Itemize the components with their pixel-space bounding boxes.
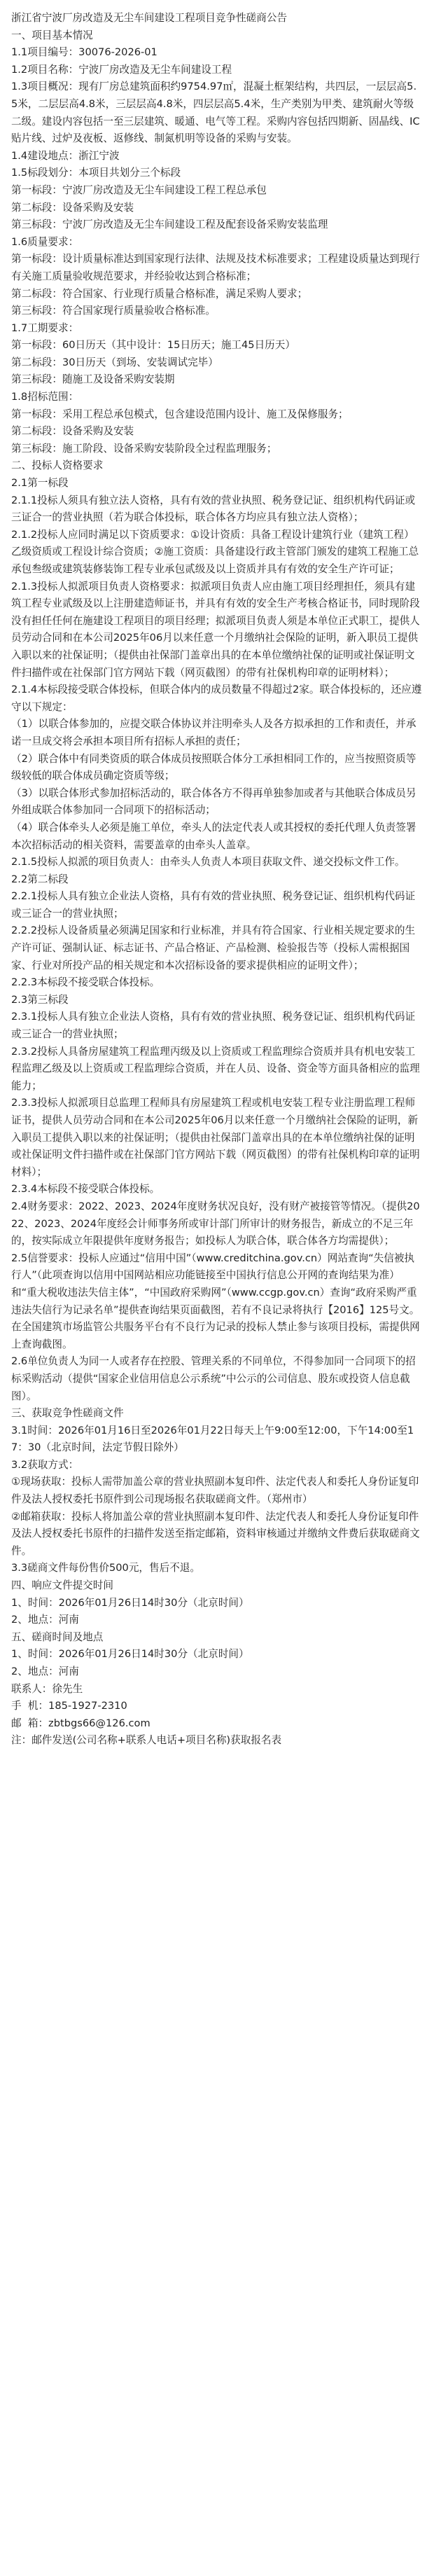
- announcement-line: 1.3项目概况：现有厂房总建筑面积约9754.97㎡，混凝土框架结构，共四层，一层层高5.5米，二层层高4.8米，三层层高4.8米，四层层高5.4米，生产类别为甲类、建筑耐火等级二级。建设内容包括一至三层建筑、暖通、电气等工程。采购内容包括四期新、固晶线、IC贴片线、过炉及夜板、返修线、制氮机明等设备的采购与安装。: [11, 81, 420, 145]
- announcement-line: 1.5标段划分：本项目共划分三个标段: [11, 167, 181, 179]
- announcement-line: 1.4建设地点：浙江宁波: [11, 149, 120, 162]
- announcement-line: 2.1.4本标段接受联合体投标，但联合体内的成员数量不得超过2家。联合体投标的，还应遵守以下规定：: [11, 684, 422, 713]
- announcement-line: 2.4财务要求：2022、2023、2024年度财务状况良好，没有财产被接管等情况。（提供2022、2023、2024年度经会计师事务所或审计部门所审计的财务报告，新成立的不足三年的，按实际成立年限提供年度财务报告；如投标人为联合体，联合体各方均需提供）；: [11, 1200, 420, 1247]
- announcement-line: 第三标段：符合国家现行质量验收合格标准。: [11, 305, 216, 317]
- announcement-line: 第一标段：60日历天（其中设计：15日历天；施工45日历天）: [11, 339, 295, 352]
- announcement-line: 一、项目基本情况: [11, 29, 93, 41]
- announcement-line: 2、地点：河南: [11, 1666, 79, 1677]
- announcement-line: 2.2.1投标人具有独立企业法人资格，具有有效的营业执照、税务登记证、组织机构代码证或三证合一的营业执照；: [11, 890, 416, 920]
- announcement-line: 二、投标人资格要求: [11, 459, 104, 472]
- announcement-line: 3.1时间：2026年01月16日至2026年01月22日每天上午9:00至12:00，下午14:00至17：30（北京时间，法定节假日除外）: [11, 1424, 414, 1454]
- announcement-line: 2.1.3投标人拟派项目负责人资格要求：拟派项目负责人应由施工项目经理担任，须具有建筑工程专业贰级及以上注册建造师证书，并具有有效的安全生产考核合格证书，同时现阶段没有担任任何在施建设工程项目的项目经理；拟派项目负责人须是本单位正式职工，提供人员劳动合同和在本公司2025年06月以来任意一个月缴纳社会保险的证明，新入职员工提供入职以来的社保证明；（提供由社保部门盖章出具的在本单位缴纳社保的证明或社保证明文件扫描件或在社保部门官方网站下载（网页截图）的带有社保机构印章的证明材料）；: [11, 580, 420, 679]
- announcement-line: 1.6质量要求：: [11, 235, 79, 248]
- announcement-line: （4）联合体牵头人必须是施工单位，牵头人的法定代表人或其授权的委托代理人负责签署本次招标活动的相关资料，需要盖章的由牵头人盖章。: [11, 821, 416, 851]
- announcement-line: 2.1.1投标人须具有独立法人资格，具有有效的营业执照、税务登记证、组织机构代码证或三证合一的营业执照（若为联合体投标，联合体各方均应具有独立法人资格）；: [11, 494, 416, 524]
- announcement-line: 第二标段：设备采购及安装: [11, 425, 134, 438]
- announcement-line: 2.1.2投标人应同时满足以下资质要求：①设计资质：具备工程设计建筑行业（建筑工程）乙级资质或工程设计综合资质；②施工资质：具备建设行政主管部门颁发的建筑工程施工总承包叁级或建筑装修装饰工程专业承包贰级及以上资质并具有有效的安全生产许可证；: [11, 528, 419, 575]
- announcement-line: 2.1第一标段: [11, 477, 69, 490]
- announcement-line: 3.3磋商文件每份售价500元，售后不退。: [11, 1562, 200, 1574]
- announcement-line: 1.7工期要求：: [11, 321, 79, 334]
- announcement-line: 1.1项目编号：30076-2026-01: [11, 46, 158, 59]
- announcement-line: 邮 箱：zbtbgs66@126.com: [11, 1717, 150, 1729]
- announcement-title: 浙江省宁波厂房改造及无尘车间建设工程项目竞争性磋商公告: [11, 12, 288, 24]
- announcement-line: 1、时间：2026年01月26日14时30分（北京时间）: [11, 1648, 249, 1661]
- announcement-line: 第二标段：符合国家、行业现行质量合格标准，满足采购人要求；: [11, 287, 308, 300]
- announcement-line: 三、获取竞争性磋商文件: [11, 1407, 124, 1420]
- announcement-line: 第一标段：设计质量标准达到国家现行法律、法规及技术标准要求；工程建设质量达到现行有关施工质量验收规范要求，并经验收达到合格标准；: [11, 253, 420, 282]
- announcement-line: 2.1.5投标人拟派的项目负责人：由牵头人负责人本项目获取文件、递交投标文件工作。: [11, 856, 405, 868]
- announcement-line: 2.3.4本标段不接受联合体投标。: [11, 1183, 160, 1196]
- announcement-line: 注：邮件发送(公司名称+联系人电话+项目名称)获取报名表: [11, 1734, 282, 1747]
- announcement-line: 2、地点：河南: [11, 1614, 79, 1626]
- announcement-line: 2.3第三标段: [11, 993, 69, 1006]
- announcement-line: 2.3.2投标人具备房屋建筑工程监理丙级及以上资质或工程监理综合资质并具有机电安装工程监理乙级及以上资质或工程监理综合资质，并在人员、设备、资金等方面具备相应的监理能力；: [11, 1045, 420, 1092]
- announcement-line: 联系人：徐先生: [11, 1682, 83, 1695]
- announcement-line: 1.8招标范围：: [11, 391, 79, 403]
- announcement-line: 2.3.1投标人具有独立企业法人资格，具有有效的营业执照、税务登记证、组织机构代码证或三证合一的营业执照；: [11, 1011, 416, 1041]
- announcement-line: 2.3.3投标人拟派项目总监理工程师具有房屋建筑工程或机电安装工程专业注册监理工程师证书，提供人员劳动合同和在本公司2025年06月以来任意一个月缴纳社会保险的证明，新入职员工提供入职以来的社保证明；（提供由社保部门盖章出具的在本单位缴纳社保的证明或社保证明文件扫描件或在社保部门官方网站下载（网页截图）的带有社保机构印章的证明材料）；: [11, 1097, 420, 1178]
- announcement-line: 1、时间：2026年01月26日14时30分（北京时间）: [11, 1596, 249, 1609]
- announcement-line: 第二标段：设备采购及安装: [11, 201, 134, 214]
- announcement-line: 第二标段：30日历天（到场、安装调试完毕）: [11, 356, 218, 368]
- announcement-line: ①现场获取：投标人需带加盖公章的营业执照副本复印件、法定代表人和委托人身份证复印件及法人授权委托书原件到公司现场报名获取磋商文件。（郑州市）: [11, 1476, 419, 1506]
- announcement-line: 2.6单位负责人为同一人或者存在控股、管理关系的不同单位，不得参加同一合同项下的招标采购活动（提供“国家企业信用信息公示系统”中公示的公司信息、股东或投资人信息截图）。: [11, 1355, 416, 1402]
- announcement-line: ②邮箱获取：投标人将加盖公章的营业执照副本复印件、法定代表人和委托人身份证复印件及法人授权委托书原件的扫描件发送至指定邮箱，资料审核通过并缴纳文件费后获取磋商文件。: [11, 1510, 420, 1557]
- announcement-line: 3.2获取方式：: [11, 1458, 79, 1471]
- announcement-line: 五、磋商时间及地点: [11, 1630, 104, 1643]
- announcement-line: 2.2.3本标段不接受联合体投标。: [11, 976, 160, 989]
- announcement-line: （2）联合体中有同类资质的联合体成员按照联合体分工承担相同工作的，应当按照资质等级较低的联合体成员确定资质等级；: [11, 752, 416, 782]
- announcement-line: 2.5信誉要求：投标人应通过“信用中国”（www.creditchina.gov.cn）网站查询“失信被执行人”（此项查询以信用中国网站相应功能链接至中国执行信息公开网的查询结果为准）和“重大税收违法失信主体”，“中国政府采购网”（www.ccgp.gov.cn）查询“政府采购严重违法失信行为记录名单”提供查询结果页面截图，若有不良记录将执行【2016】125号文。在全国建筑市场监管公共服务平台有不良行为记录的投标人禁止参与该项目投标，需提供网上查询截图。: [11, 1252, 420, 1350]
- announcement-line: 手 机：185-1927-2310: [11, 1700, 127, 1712]
- announcement-line: 第三标段：随施工及设备采购安装期: [11, 373, 175, 386]
- announcement-line: 四、响应文件提交时间: [11, 1579, 113, 1592]
- announcement-line: 第三标段：施工阶段、设备采购安装阶段全过程监理服务；: [11, 442, 277, 455]
- announcement-line: 第一标段：采用工程总承包模式，包含建设范围内设计、施工及保修服务；: [11, 408, 349, 420]
- announcement-line: （1）以联合体参加的，应提交联合体协议并注明牵头人及各方拟承担的工作和责任，并承诺一旦成交将会承担本项目所有招标人承担的责任；: [11, 718, 416, 747]
- announcement-line: 1.2项目名称：宁波厂房改造及无尘车间建设工程: [11, 63, 232, 76]
- announcement-line: 第一标段：宁波厂房改造及无尘车间建设工程工程总承包: [11, 183, 267, 196]
- announcement-line: 2.2第二标段: [11, 873, 69, 885]
- announcement-line: 第三标段：宁波厂房改造及无尘车间建设工程及配套设备采购安装监理: [11, 219, 328, 231]
- announcement-line: （3）以联合体形式参加招标活动的，联合体各方不得再单独参加或者与其他联合体成员另外组成联合体参加同一合同项下的招标活动；: [11, 787, 416, 817]
- announcement-line: 2.2.2投标人设备质量必须满足国家和行业标准，并具有符合国家、行业相关规定要求的生产许可证、强制认证、标志证书、产品合格证、产品检测、检验报告等（投标人需根据国家、行业对所投产品的相关规定和本次招标设备的要求提供相应的证明文件）；: [11, 925, 416, 971]
